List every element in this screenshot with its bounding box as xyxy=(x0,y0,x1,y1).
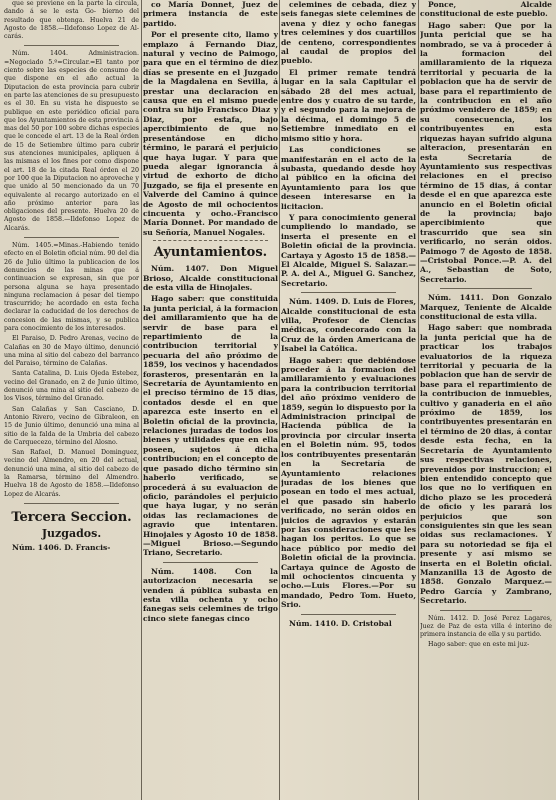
notice-1412 xyxy=(420,615,552,650)
separator xyxy=(153,240,268,241)
separator xyxy=(24,237,119,238)
paragraph: Ponce, Alcalde constitucional de este pueblo. xyxy=(420,0,552,19)
paragraph: Núm. 1409. D. Luis de Flores, Alcalde constitucional de esta villa, Profesor de Ciencias médicas, condecorado con la Cruz de la órden Americana de Isabel la Católica. xyxy=(281,297,416,354)
paragraph: San Calañas y San Casciano, D. Antonio Rivero, vecino de Gibraleon, en 15 de Junio último, denunció una mina al sitio de la falda de la Umbria del cabezo de Carquecezo, término del Alosno. xyxy=(4,405,139,446)
column-rule xyxy=(279,0,280,800)
subsection-title: Juzgados. xyxy=(41,526,102,540)
section-heading: Ayuntamientos. xyxy=(153,245,268,261)
paragraph: Santa Catalina, D. Luis Ojeda Estebez, vecino del Granado, en 2 de Junio último, denunció una mina al sitio del cabezo de los Visos, término del Granado. xyxy=(4,370,139,403)
column-rule xyxy=(141,0,142,800)
paragraph: El Paraiso, D. Pedro Arenas, vecino de Calañas en 30 de Mayo último, denunció una mina al sitio del cabezo del barranco del Paraiso, término de Calañas. xyxy=(4,335,139,368)
paragraph: Hago saber: que nombrada la junta pericial que ha de practicar los trabajos evaluatorios de la riqueza territorial y pecuaria de la poblacion que han de servir de base para el repartimiento de la contribucion de inmuebles, cultivo y ganaderia en el año próximo de 1859, los contribuyentes presentarán en el término de 20 dias, á contar desde esta fecha, en la Secretaría de Ayuntamiento sus respectivas relaciones, prevenidos por instruccion; el bien entendido concepto que los que no lo verifiquen en dicho plazo se les procederá de oficio y les parará los perjuicios que son consiguientes sin que les sean oidas sus reclamaciones. Y para su notoriedad se fija el presente y así mismo se inserta en el Boletin oficial. Manzanilla 13 de Agosto de 1858. Gonzalo Marquez.—Pedro García y Zambrano, Secretario. xyxy=(420,323,552,606)
separator xyxy=(301,614,396,615)
paragraph: Hago saber: que debiéndose proceder á la formacion del amillaramiento y evaluaciones para la contribucion territorial del año próximo venidero de 1859, según lo dispuesto por la Administracion principal de Hacienda pública de la provincia por circular inserta en el Boletin núm. 95, todos los contribuyentes presentarán en la Secretaría de Ayuntamiento relaciones juradas de los bienes que posean en todo el mes actual, el que pasado sin haberlo verificado, no serán oidos en juicios de agravios y estarán por las consideraciones que les hagan los peritos. Lo que se hace público por medio del Boletin oficial de la provincia. Cartaya quince de Agosto de mil ochocientos cincuenta y ocho.—Luis Flores.—Por su mandado, Pedro Tom. Hueto, Srio. xyxy=(281,355,416,610)
separator xyxy=(24,45,119,46)
notice-1409 xyxy=(281,297,416,609)
paragraph: Núm. 1410. D. Cristobal xyxy=(289,618,392,628)
paragraph: Hago saber: que en este mi juz- xyxy=(428,641,530,649)
paragraph: Por el presente cito, llamo y emplazo á Fernando Diaz, natural y vecino de Paimogo, para que en el término de diez días se presente en el Juzgado de la Magdalena en Sevilla, á prestar una declaracion en causa que en el mismo puede contra su hijo Francisco Diaz y Diaz, por estafa, bajo apercibimiento de que no presentándose en dicho término, le parará el perjuicio que haya lugar. Y para que pueda alegar ignorancia á virtud de exhorto de dicho Juzgado, se fija el presente en Valverde del Camino á quince de Agosto de mil ochocientos cincuenta y ocho.-Francisco María Donnet. Por mandado de su Señoría, Manuel Nogales. xyxy=(143,30,278,237)
paragraph: Las condiciones se manifestarán en el acto de la subasta, quedando desde hoy al público en la oficina del Ayuntamiento para los que deseen interesarse en la licitacion. xyxy=(281,145,416,211)
paragraph: Núm. 1408. Con la autorizacion necesaria se venden á pública subasta en esta villa ochenta y ocho fanegas seis celemines de trigo cinco siete fanegas cinco xyxy=(143,566,278,623)
paragraph: Núm. 1411. Don Gonzalo Marquez, Teniente de Alcalde constitucional de esta villa. xyxy=(420,293,552,321)
notice-1410-cont xyxy=(420,0,552,284)
paragraph: Hago saber: que constituida la junta pericial, á la formacion del amillaramiento que ha de servir de base para el repartimiento de la contribucion territorial y pecuaria del año próximo de 1859, los vecinos y hacendados forasteros, presentarán en la Secretaría de Ayuntamiento en el preciso término de 15 dias, contados desde el en que aparezca este inserto en el Boletin oficial de la provincia, relaciones juradas de todos los bienes y utilidades que en ella poseen, sujetos á dicha contribucion; en el concepto de que pasado dicho término sin haberlo verificado, se procederá á su evaluacion de oficio, parándoles el perjuicio que haya lugar, y no serán oidas las reclamaciones de agravio que intentaren. Hinojales y Agosto 10 de 1858.—Miguel Brioso.—Segundo Triano, Secretario. xyxy=(143,294,278,558)
notice-1410-start xyxy=(281,619,416,628)
paragraph: El primer remate tendrá lugar en la sala Capitular el sábado 28 del mes actual, entre dos y cuatro de su tarde, y el segundo para la mejora de la décima, el domingo 5 de Setiembre inmediato en el mismo sitio y hora. xyxy=(281,67,416,143)
paragraph: San Rafael, D. Manuel Dominguez, vecino del Almendro, en 20 del actual, denunció una mina, al sitio del cabezo de la Ramarsa, término del Almendro. Huelva 18 de Agosto de 1858.—Ildefonso Lopez de Alcarás. xyxy=(4,449,139,498)
column-1 xyxy=(4,0,139,800)
column-2 xyxy=(143,0,278,800)
paragraph: Núm. 1404. Administracion. =Negociado 5.º=Circular.=El tanto por ciento sobre las especies de consumo de que dispone en el año actual la Diputacion de esta provincia para cubrir en parte las atenciones de su presupuesto es el 30. En su vista he dispuesto se publique en este periódico oficial para que los Ayuntamientos de esta provincia á mas del 50 por 100 sobre dichas especies que le concede el art. 13 de la Real órden de 15 de Setiembre último para cubrir sus atenciones municipales, apliquen á las mismas el los fines por como dispone el art. 18 de la citada Real órden el 20 por 100 que la Diputacion no aproveche y que unido al 50 mencionado da un 70 equivalente al recargo autorizado en el año próximo anterior para las obligaciones del presente. Huelva 20 de Agosto de 1858.—Ildefonso Lopez de Alcarás. xyxy=(4,50,139,232)
notice-1405 xyxy=(4,242,139,499)
notice-circular-end xyxy=(4,0,139,41)
notice-1411 xyxy=(420,293,552,605)
paragraph: que se previene en la parte la circula, dando á se le esta Go- bierno del resultado que obtenga. Huelva 21 de Agosto de 1858.—Ildefonso Lopez de Al- carás. xyxy=(4,0,139,41)
notice-1408 xyxy=(143,567,278,623)
paragraph: Núm. 1412. D. José Perez Lagares, Juez de Paz de esta villa é interino de primera instancia de ella y su partido. xyxy=(420,614,552,639)
separator xyxy=(301,292,396,293)
notice-1404 xyxy=(4,50,139,233)
paragraph: Núm. 1406. D. Francis- xyxy=(12,542,111,552)
notice-1407 xyxy=(143,264,278,558)
separator xyxy=(440,288,532,289)
separator xyxy=(24,503,119,504)
paragraph: co María Donnet, Juez de primera instancia de este partido. xyxy=(143,0,278,28)
notice-1406-cont xyxy=(143,0,278,237)
notice-1408-cont xyxy=(281,0,416,288)
column-3 xyxy=(281,0,416,800)
notice-1406-start xyxy=(4,543,139,552)
column-rule xyxy=(418,0,419,800)
section-title: Tercera Seccion. xyxy=(11,509,132,525)
paragraph: celemines de cebada, diez y seis fanegas siete celemines de avena y diez y ocho fanegas tres celemines y dos cuartillos de centeno, correspondientes al caudal de propios del pueblo. xyxy=(281,0,416,66)
paragraph: Núm. 1405.=Minas.-Habiendo tenido efecto en el Boletin oficial núm. 90 del dia 26 de Julio último la publicacion de los denuncios de las minas que á continuacion se expresan, sin que por persona alguna se haya presentado ninguna reclamacion á pesar del tiempo trascurrido; he acordado en esta fecha declarar la caducidad de los derechos de concesion de las mismas, y se publica para conocimiento de los interesados. xyxy=(4,242,139,332)
separator xyxy=(163,562,258,563)
paragraph: Hago saber: Que por la Junta pericial que se ha nombrado, se va á proceder á la formacion del amillaramiento de la riqueza territorial y pecuaria de la poblacion que ha de servir de base para el repartimiento de la contribucion en el año próximo venidero de 1859; en su consecuencia, los contribuyentes en esta riquezas hayan sufrido alguna alteracion, presentarán en esta Secretaría de Ayuntamiento sus respectivas relaciones en el preciso término de 15 dias, á contar desde el en que aparezca este anuncio en el Boletin oficial de la provincia; bajo apercibimiento que trascurrido que sea sin verificarlo, no serán oidos. Paimogo 7 de Agosto de 1858.—Cristobal Ponce.—P. A. del A., Sebastian de Soto, Secretario. xyxy=(420,20,552,284)
column-4 xyxy=(420,0,552,800)
paragraph: Y para conocimiento general cumpliendo lo mandado, se inserta el presente en el Boletin oficial de la provincia. Cartaya y Agosto 15 de 1858.—El Alcalde, Miguel S. Salazar.—P. A. del A., Miguel G. Sanchez, Secretario. xyxy=(281,212,416,288)
separator xyxy=(440,610,532,611)
paragraph: Núm. 1407. Don Miguel Brioso, Alcalde constitucional de esta villa de Hinojales. xyxy=(143,264,278,292)
